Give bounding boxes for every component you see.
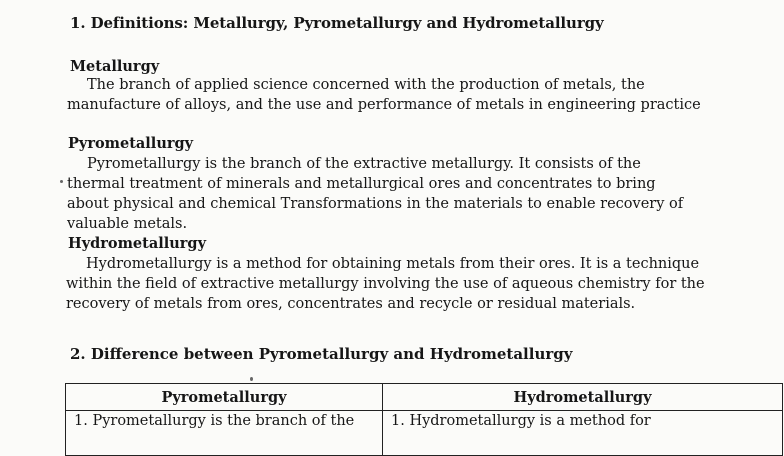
table-cell: 1. Pyrometallurgy is the branch of the bbox=[66, 411, 383, 456]
section-title-hydrometallurgy: Hydrometallurgy bbox=[68, 235, 206, 252]
table-header-row bbox=[66, 384, 783, 411]
comparison-table bbox=[65, 383, 783, 456]
speck-mark bbox=[60, 180, 63, 183]
section-text-metallurgy: The branch of applied science concerned with the production of metals, the manufacture of alloys, and the use and performance of metals in engineering practice bbox=[67, 77, 701, 113]
heading-definitions: 1. Definitions: Metallurgy, Pyrometallurgy and Hydrometallurgy bbox=[70, 14, 604, 32]
section-title-pyrometallurgy: Pyrometallurgy bbox=[68, 135, 194, 152]
heading-difference: 2. Difference between Pyrometallurgy and Hydrometallurgy bbox=[70, 345, 573, 363]
table-cell: 1. Hydrometallurgy is a method for bbox=[383, 411, 783, 456]
speck-mark bbox=[250, 377, 253, 381]
section-title-metallurgy: Metallurgy bbox=[70, 58, 160, 75]
section-text-pyrometallurgy: Pyrometallurgy is the branch of the extractive metallurgy. It consists of the thermal treatment of minerals and metallurgical ores and concentrates to bring about physical and chemical Transformations in the materials to enable recovery of valuable metals. bbox=[67, 156, 684, 232]
table-row bbox=[66, 411, 783, 456]
header-hydrometallurgy: Hydrometallurgy bbox=[383, 384, 783, 411]
header-pyrometallurgy: Pyrometallurgy bbox=[66, 384, 383, 411]
section-text-hydrometallurgy: Hydrometallurgy is a method for obtaining metals from their ores. It is a technique within the field of extractive metallurgy involving the use of aqueous chemistry for the recovery of metals from ores, concentrates and recycle or residual materials. bbox=[66, 256, 705, 312]
